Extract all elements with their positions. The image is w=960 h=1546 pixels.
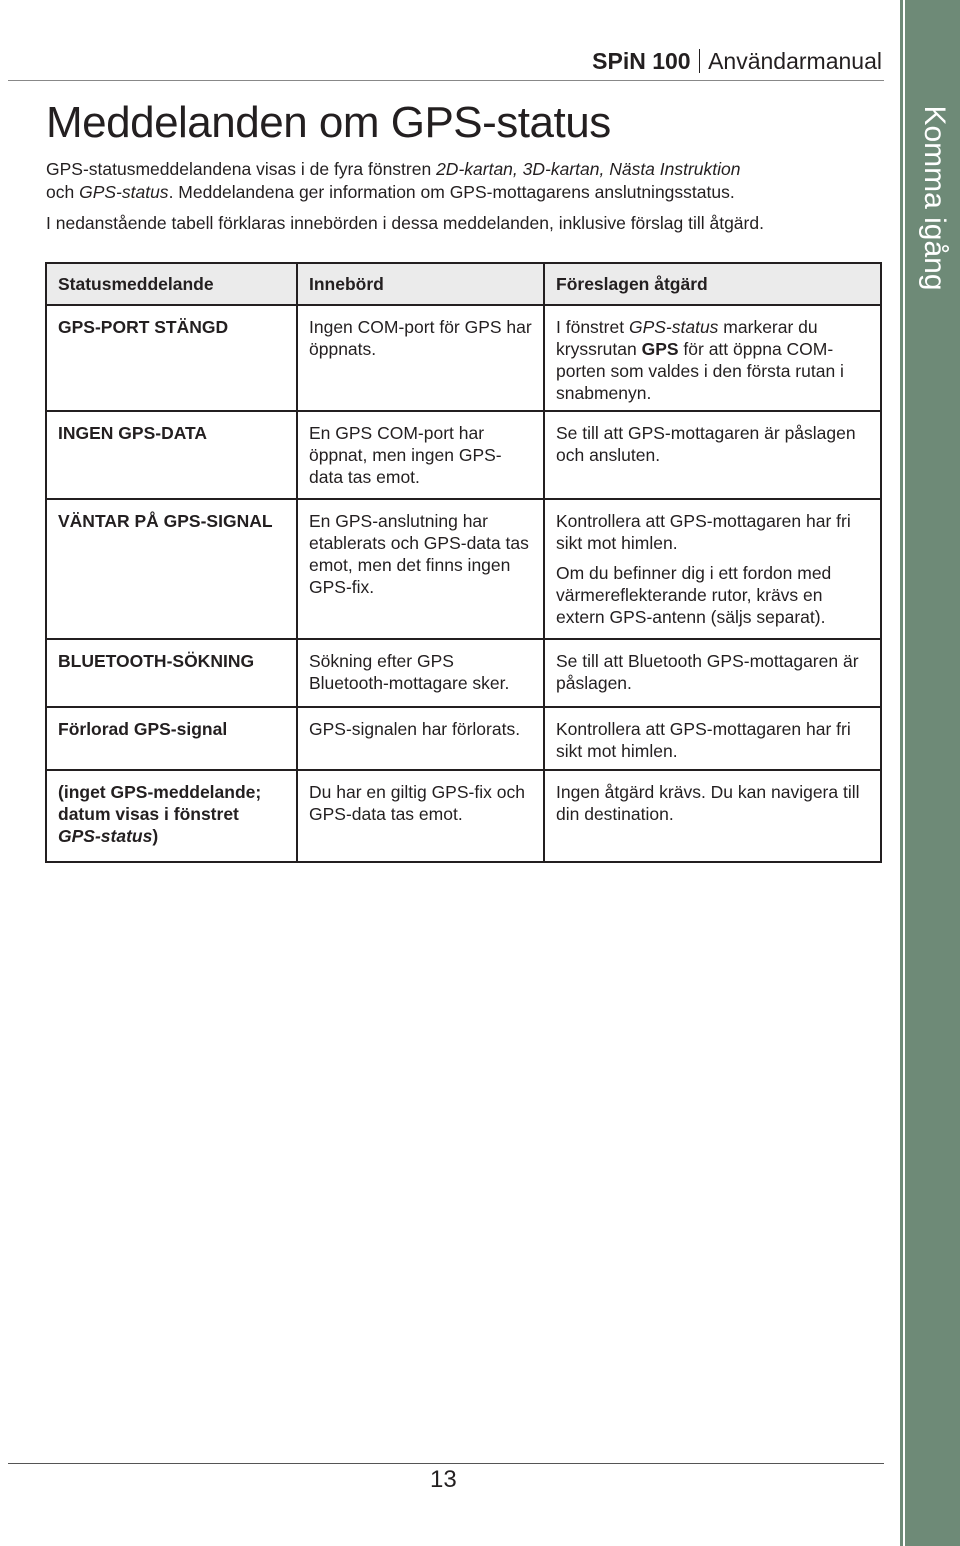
- header-status: Statusmeddelande: [58, 274, 214, 294]
- page-title: Meddelanden om GPS-status: [46, 98, 611, 147]
- chapter-tab-label: Komma igång: [918, 105, 951, 291]
- meaning-cell: GPS-signalen har förlorats.: [296, 708, 543, 772]
- intro-windows-italic: 2D-kartan, 3D-kartan, Nästa Instruktion: [436, 159, 741, 179]
- table-row: [47, 769, 880, 861]
- status-cell: BLUETOOTH-SÖKNING: [58, 651, 255, 671]
- status-cell: INGEN GPS-DATA: [58, 423, 208, 443]
- gps-status-italic: GPS-status: [628, 317, 719, 337]
- header-separator: [699, 49, 701, 73]
- action-cell: [543, 306, 880, 414]
- action-cell: Se till att Bluetooth GPS-mottagaren är påslagen.: [543, 640, 880, 706]
- status-cell: [47, 771, 296, 861]
- table-row: [47, 304, 880, 410]
- meaning-cell: Ingen COM-port för GPS har öppnats.: [296, 306, 543, 414]
- table-row: [47, 410, 880, 498]
- intro-line-1: [46, 158, 886, 181]
- gps-status-table: [45, 262, 882, 863]
- intro-text-1: GPS-statusmeddelandena visas i de fyra fönstren: [46, 159, 437, 179]
- table-header-row: [47, 264, 880, 304]
- header-rule: [8, 80, 884, 81]
- table-row: [47, 706, 880, 769]
- action-cell: [543, 500, 880, 638]
- footer-rule: [8, 1463, 884, 1464]
- intro-gps-status-italic: GPS-status: [79, 182, 169, 202]
- intro-line-3: I nedanstående tabell förklaras innebörden i dessa meddelanden, inklusive förslag till åtgärd.: [46, 213, 764, 233]
- action-cell: Se till att GPS-mottagaren är påslagen och ansluten.: [543, 412, 880, 498]
- product-name: SPiN 100: [592, 48, 691, 74]
- meaning-cell: Sökning efter GPS Bluetooth-mottagare sker.: [296, 640, 543, 706]
- page-number: 13: [430, 1466, 457, 1493]
- status-cell: GPS-PORT STÄNGD: [58, 317, 229, 337]
- meaning-cell: En GPS-anslutning har etablerats och GPS-data tas emot, men det finns ingen GPS-fix.: [296, 500, 543, 638]
- intro-text: [46, 158, 886, 235]
- action-paragraph: Kontrollera att GPS-mottagaren har fri sikt mot himlen.: [556, 511, 851, 553]
- table-row: [47, 638, 880, 706]
- action-paragraph: Om du befinner dig i ett fordon med värmereflekterande rutor, krävs en extern GPS-antenn (säljs separat).: [556, 563, 832, 627]
- meaning-cell: Du har en giltig GPS-fix och GPS-data tas emot.: [296, 771, 543, 861]
- intro-text-2: och: [46, 182, 80, 202]
- status-cell: VÄNTAR PÅ GPS-SIGNAL: [58, 511, 273, 531]
- status-text: (inget GPS-meddelande; datum visas i fönstret: [58, 782, 262, 824]
- status-cell: Förlorad GPS-signal: [58, 719, 228, 739]
- action-cell: Kontrollera att GPS-mottagaren har fri sikt mot himlen.: [543, 708, 880, 772]
- manual-label: Användarmanual: [708, 48, 882, 74]
- gps-status-italic: GPS-status: [58, 826, 153, 846]
- header-meaning: Innebörd: [296, 264, 543, 305]
- action-cell: Ingen åtgärd krävs. Du kan navigera till din destination.: [543, 771, 880, 861]
- intro-line-2: [46, 181, 886, 204]
- status-text: ): [152, 826, 159, 846]
- intro-text-3: . Meddelandena ger information om GPS-mottagarens anslutningsstatus.: [168, 182, 735, 202]
- table-row: [47, 498, 880, 638]
- sidebar-divider: [903, 0, 905, 1546]
- action-text: I fönstret: [556, 317, 629, 337]
- action-text: för att öppna COM-porten som valdes i den första rutan i snabmenyn.: [556, 339, 844, 403]
- action-text: markerar du kryssrutan: [556, 317, 818, 359]
- header-action: Föreslagen åtgärd: [543, 264, 880, 305]
- page-header: [592, 48, 882, 75]
- gps-checkbox-label: GPS: [641, 339, 679, 359]
- meaning-cell: En GPS COM-port har öppnat, men ingen GPS-data tas emot.: [296, 412, 543, 498]
